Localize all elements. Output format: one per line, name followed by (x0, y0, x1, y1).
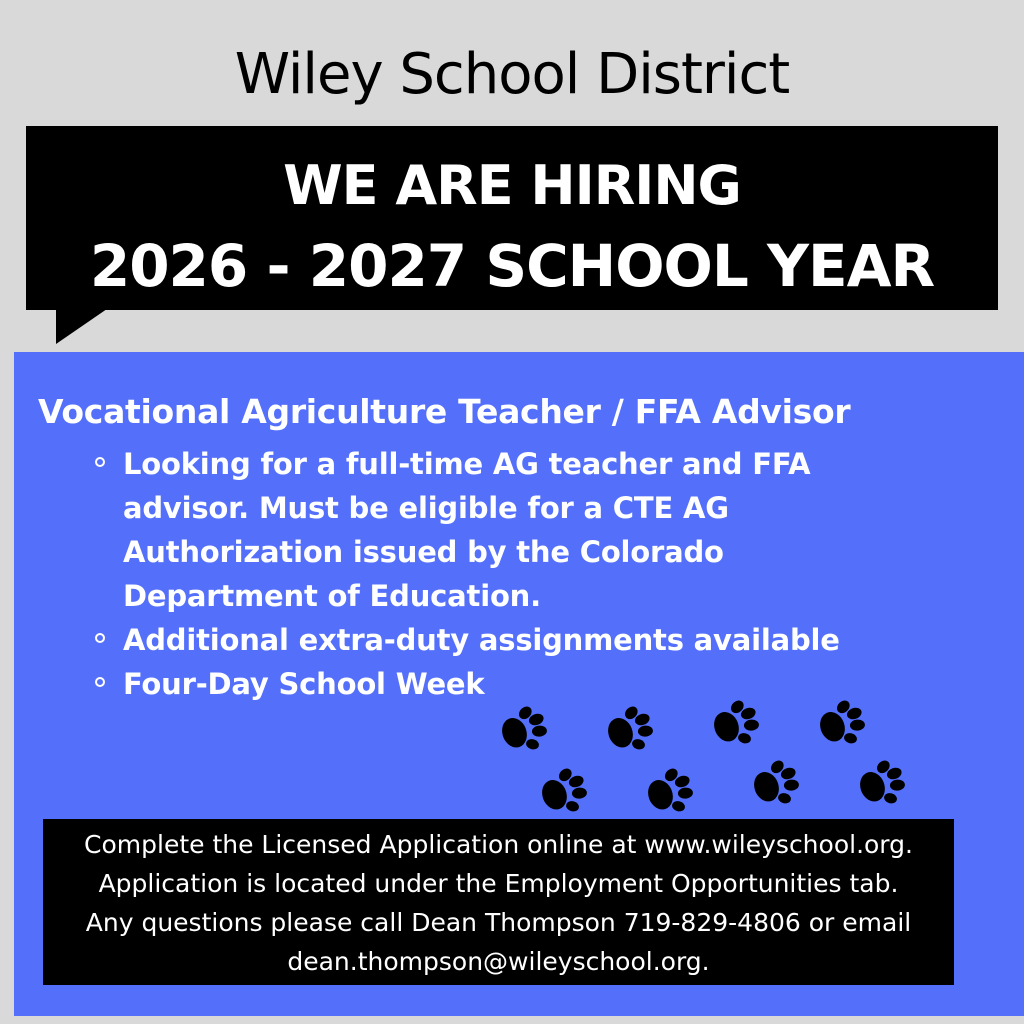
job-title: Vocational Agriculture Teacher / FFA Advisor (38, 392, 851, 431)
banner-line-2: 2026 - 2027 SCHOOL YEAR (89, 232, 935, 300)
hiring-banner (26, 126, 998, 310)
page-title: Wiley School District (234, 42, 790, 107)
hollow-circle-icon (95, 677, 105, 687)
list-item (92, 442, 892, 618)
banner-line-1: WE ARE HIRING (283, 154, 741, 217)
hollow-circle-icon (95, 633, 105, 643)
footer-line-3: Any questions please call Dean Thompson 719-829-4806 or email (85, 908, 912, 937)
bullet-text: Additional extra-duty assignments available (123, 623, 840, 657)
hollow-circle-icon (95, 457, 105, 467)
list-item (92, 662, 892, 706)
bullet-text: Looking for a full-time AG teacher and FFA advisor. Must be eligible for a CTE AG Authorization issued by the Colorado Department of Education. (123, 447, 811, 613)
job-bullet-list (92, 442, 892, 706)
footer-line-2: Application is located under the Employment Opportunities tab. (98, 869, 899, 898)
footer-line-1: Complete the Licensed Application online at www.wileyschool.org. (84, 830, 913, 859)
application-info-box (43, 819, 954, 985)
list-item (92, 618, 892, 662)
bullet-text: Four-Day School Week (123, 667, 485, 701)
footer-line-4: dean.thompson@wileyschool.org. (287, 947, 710, 976)
